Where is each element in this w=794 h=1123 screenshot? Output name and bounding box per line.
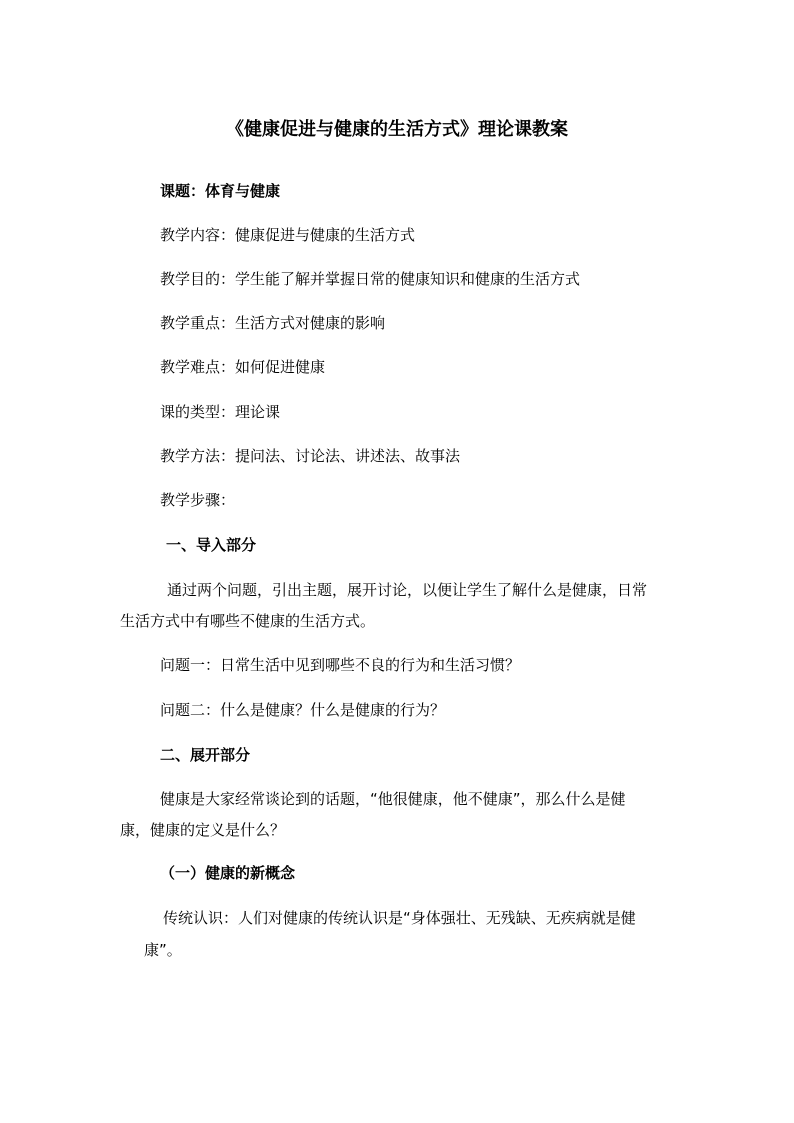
question-one: 问题一：日常生活中见到哪些不良的行为和生活习惯？	[160, 656, 521, 674]
lesson-type-line: 课的类型：理论课	[160, 403, 281, 421]
subsection1-title: 健康的新概念	[205, 864, 296, 882]
section1-heading: 一、导入部分	[166, 536, 257, 554]
difficulty-line: 教学难点：如何促进健康	[160, 358, 326, 376]
section1-paragraph-line1: 通过两个问题，引出主题，展开讨论，以便让学生了解什么是健康，日常	[167, 581, 648, 599]
section2-heading: 二、展开部分	[160, 746, 251, 764]
subsection1-number: （一）	[160, 864, 206, 882]
section2-paragraph-line2: 康，健康的定义是什么？	[120, 821, 286, 839]
section2-paragraph-line1: 健康是大家经常谈论到的话题，“他很健康，他不健康”，那么什么是健	[160, 790, 626, 808]
key-point-line: 教学重点：生活方式对健康的影响	[160, 314, 386, 332]
traditional-view-line1: 传统认识：人们对健康的传统认识是“身体强壮、无残缺、无疾病就是健	[163, 909, 636, 927]
steps-label: 教学步骤：	[160, 491, 236, 509]
methods-line: 教学方法：提问法、讨论法、讲述法、故事法	[160, 447, 461, 465]
question-two: 问题二：什么是健康？什么是健康的行为？	[160, 701, 446, 719]
objective-line: 教学目的：学生能了解并掌握日常的健康知识和健康的生活方式	[160, 270, 581, 288]
traditional-view-line2: 康”。	[144, 941, 182, 959]
subject-line: 课题：体育与健康	[160, 182, 281, 200]
section1-paragraph-line2: 生活方式中有哪些不健康的生活方式。	[120, 612, 376, 630]
content-line: 教学内容：健康促进与健康的生活方式	[160, 226, 416, 244]
document-title: 《健康促进与健康的生活方式》理论课教案	[226, 119, 568, 140]
